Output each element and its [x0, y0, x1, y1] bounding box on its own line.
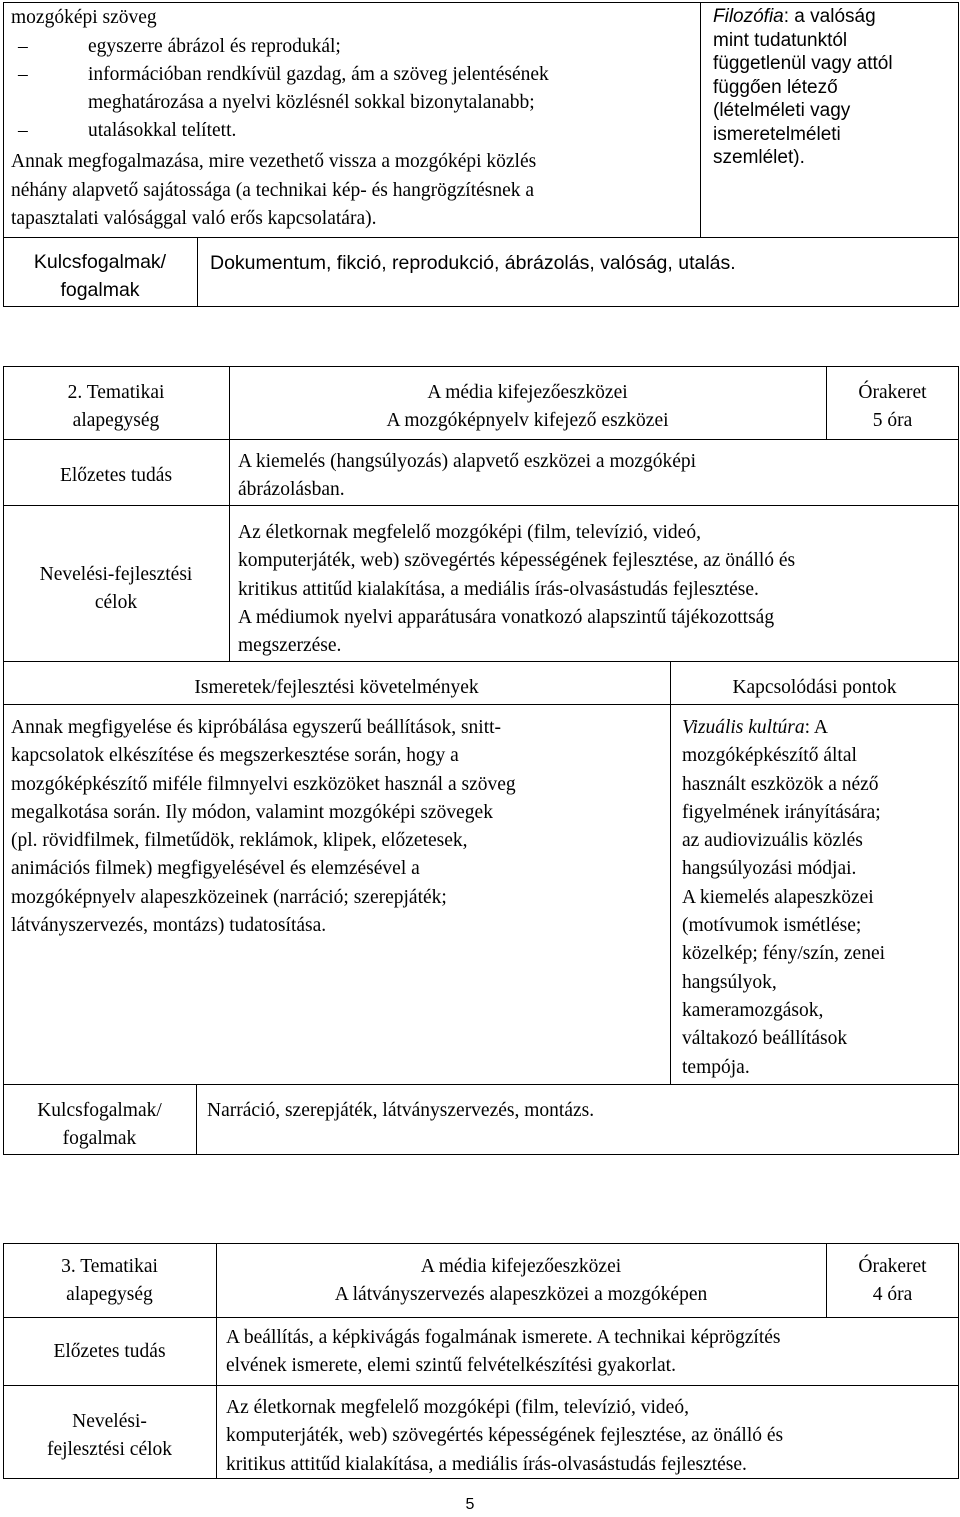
- unit2-prior-text: A kiemelés (hangsúlyozás) alapvető eszközei a mozgóképi ábrázolásban.: [238, 451, 697, 501]
- unit2-requirements-header: Ismeretek/fejlesztési követelmények: [194, 677, 479, 698]
- unit3-row-divider: [3, 1385, 959, 1386]
- unit2-goals-label: Nevelési-fejlesztési célok: [39, 564, 193, 614]
- unit3-goals-label: Nevelési- fejlesztési célok: [46, 1411, 173, 1461]
- unit2-links-header: Kapcsolódási pontok: [732, 677, 897, 698]
- unit3-title: A média kifejezőeszközei A látványszervezés alapeszközei a mozgóképen: [334, 1256, 708, 1306]
- unit3-goals-text: Az életkornak megfelelő mozgóképi (film, televízió, videó, komputerjáték, web) szövegértés képességének fejlesztése, az önálló és kritikus attitűd kialakítása, a mediális írás-olvasástudás fejlesztése.: [226, 1397, 784, 1475]
- paragraph-line: Annak megfogalmazása, mire vezethető vissza a mozgóképi közlés: [11, 151, 537, 172]
- unit2-row-divider: [3, 439, 959, 440]
- unit2-key-concepts-label: Kulcsfogalmak/ fogalmak: [37, 1100, 162, 1150]
- unit2-row-divider: [3, 704, 959, 705]
- unit2-col-divider: [670, 661, 671, 1084]
- unit2-hours: Órakeret 5 óra: [858, 382, 927, 432]
- linked-subject-name: Vizuális kultúra: [682, 717, 805, 738]
- bullet-dash: –: [18, 36, 28, 57]
- unit2-row-divider: [3, 661, 959, 662]
- unit3-hours: Órakeret 4 óra: [858, 1256, 927, 1306]
- unit2-label: 2. Tematikai alapegység: [67, 382, 165, 432]
- unit3-label: 3. Tematikai alapegység: [61, 1256, 158, 1306]
- unit3-prior-text: A beállítás, a képkivágás fogalmának ismerete. A technikai képrögzítés elvének ismerete, elemi szintű felvételkészítési gyakorlat.: [226, 1327, 781, 1377]
- page-number: 5: [465, 1496, 475, 1513]
- related-subject-name: Filozófia: [713, 6, 784, 27]
- bullet-dash: –: [18, 120, 28, 141]
- paragraph-line: néhány alapvető sajátossága (a technikai kép- és hangrögzítésnek a: [11, 180, 535, 201]
- bullet-text: egyszerre ábrázol és reprodukál;: [88, 36, 341, 57]
- bullet-dash: –: [18, 64, 28, 85]
- unit2-requirements-text: Annak megfigyelése és kipróbálása egyszerű beállítások, snitt- kapcsolatok elkészítése és megszerkesztése során, hogy a mozgóképkészítő miféle filmnyelvi eszközöket használ a szöveg megalkotása során. Ily módon, valamint mozgóképi szövegek (pl. rövidfilmek, filmetűdök, reklámok, klipek, előzetesek, animációs filmek) megfigyelésével és elemzésével a mozgóképnyelv alapeszközeinek (narráció; szerepjáték; látványszervezés, montázs) tudatosítása.: [11, 717, 516, 937]
- intro-text: mozgóképi szöveg: [11, 7, 157, 28]
- top-table-col-divider: [700, 2, 701, 237]
- unit2-row-divider: [3, 1084, 959, 1085]
- unit2-key-concepts-value: Narráció, szerepjáték, látványszervezés, montázs.: [207, 1100, 595, 1121]
- unit2-goals-text: Az életkornak megfelelő mozgóképi (film, televízió, videó, komputerjáték, web) szövegértés képességének fejlesztése, az önálló és kritikus attitűd kialakítása, a mediális írás-olvasástudás fejlesztése. A médiumok nyelvi apparátusára vonatkozó alapszintű tájékozottság megszerzése.: [238, 522, 796, 657]
- related-subject-note: Filozófia: a valóság mint tudatunktól függetlenül vagy attól függően létező (lételméleti vagy ismeretelméleti szemlélet).: [713, 6, 893, 168]
- unit2-col-divider: [196, 1084, 197, 1155]
- bullet-text: utalásokkal telített.: [88, 120, 237, 141]
- unit3-prior-label: Előzetes tudás: [53, 1341, 166, 1362]
- unit2-prior-label: Előzetes tudás: [59, 465, 173, 486]
- unit2-links-text: Vizuális kultúra: A mozgóképkészítő által használt eszközök a néző figyelmének irányítására; az audiovizuális közlés hangsúlyozási módjai. A kiemelés alapeszközei (motívumok ismétlése; közelkép; fény/szín, zenei hangsúlyok, kameramozgások, váltakozó beállítások tempója.: [682, 717, 886, 1078]
- key-concepts-label: Kulcsfogalmak/ fogalmak: [33, 251, 167, 301]
- top-table-label-divider: [197, 237, 198, 307]
- paragraph-line: tapasztalati valósággal való erős kapcsolatára).: [11, 208, 377, 229]
- unit2-title: A média kifejezőeszközei A mozgóképnyelv kifejező eszközei: [386, 382, 669, 432]
- key-concepts-value: Dokumentum, fikció, reprodukció, ábrázolás, valóság, utalás.: [210, 252, 736, 274]
- unit2-row-divider: [3, 505, 959, 506]
- unit3-row-divider: [3, 1317, 959, 1318]
- bullet-text: információban rendkívül gazdag, ám a szöveg jelentésének: [88, 64, 549, 85]
- top-table-row-divider: [3, 237, 959, 238]
- bullet-text-cont: meghatározása a nyelvi közlésnél sokkal bizonytalanabb;: [88, 92, 535, 113]
